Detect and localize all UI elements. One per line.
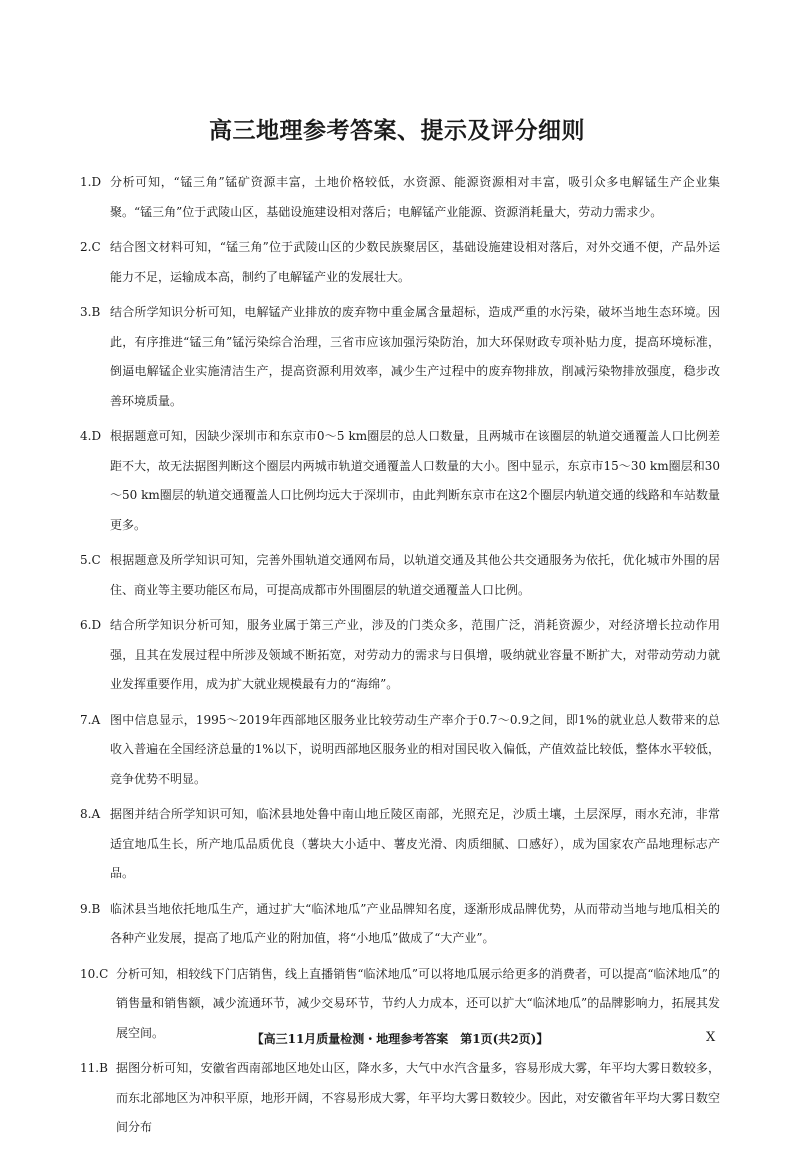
page-footer: 【高三11月质量检测・地理参考答案 第1页(共2页)】	[251, 1032, 549, 1046]
answer-explanation: 根据题意可知，因缺少深圳市和东京市0～5 km圈层的总人口数量，且两城市在该圈层的轨道交通覆盖人口比例差距不大，故无法据图判断这个圈层内两城市轨道交通覆盖人口数量的大小。图中显示，东京市15～30 km圈层和30～50 km圈层的轨道交通覆盖人口比例均远大于深圳市，由此判断东京市在这2个圈层内轨道交通的线路和车站数量更多。	[110, 429, 720, 532]
answer-item-8	[80, 800, 720, 889]
answer-explanation: 分析可知，“锰三角”锰矿资源丰富，土地价格较低，水资源、能源资源相对丰富，吸引众多电解锰生产企业集聚。“锰三角”位于武陵山区，基础设施建设相对落后；电解锰产业能源、资源消耗量大，劳动力需求少。	[110, 175, 720, 219]
page-title: 高三地理参考答案、提示及评分细则	[209, 118, 585, 144]
answer-explanation: 分析可知，相较线下门店销售，线上直播销售“临沭地瓜”可以将地瓜展示给更多的消费者，可以提高“临沭地瓜”的销售量和销售额，减少流通环节，减少交易环节，节约人力成本，还可以扩大“临沭地瓜”的品牌影响力，拓展其发展空间。	[116, 966, 720, 1040]
answer-number: 11.B	[80, 1061, 108, 1075]
answer-item-1	[80, 168, 720, 227]
answer-number: 8.A	[80, 807, 101, 821]
answer-explanation: 据图分析可知，安徽省西南部地区地处山区，降水多，大气中水汽含量多，容易形成大雾，年平均大雾日数较多，而东北部地区为冲积平原，地形开阔，不容易形成大雾，年平均大雾日数较少。因此，对安徽省年平均大雾日数空间分布	[116, 1061, 720, 1134]
answer-explanation: 根据题意及所学知识可知，完善外围轨道交通网布局，以轨道交通及其他公共交通服务为依托，优化城市外围的居住、商业等主要功能区布局，可提高成都市外围圈层的轨道交通覆盖人口比例。	[110, 553, 720, 597]
answer-explanation: 临沭县当地依托地瓜生产，通过扩大“临沭地瓜”产业品牌知名度，逐渐形成品牌优势，从而带动当地与地瓜相关的各种产业发展，提高了地瓜产业的附加值，将“小地瓜”做成了“大产业”。	[110, 901, 720, 945]
answer-list	[80, 168, 720, 1149]
answer-item-5	[80, 546, 720, 605]
answer-number: 4.D	[80, 429, 102, 443]
answer-explanation: 据图并结合所学知识可知，临沭县地处鲁中南山地丘陵区南部，光照充足，沙质土壤，土层深厚，雨水充沛，非常适宜地瓜生长，所产地瓜品质优良（薯块大小适中、薯皮光滑、肉质细腻、口感好），成为国家农产品地理标志产品。	[110, 807, 720, 880]
footer-mark: X	[706, 1030, 716, 1045]
answer-explanation: 结合所学知识分析可知，服务业属于第三产业，涉及的门类众多，范围广泛，消耗资源少，对经济增长拉动作用强，且其在发展过程中所涉及领域不断拓宽，对劳动力的需求与日俱增，吸纳就业容量不断扩大，对带动劳动力就业发挥重要作用，成为扩大就业规模最有力的“海绵”。	[110, 618, 720, 691]
answer-item-4	[80, 422, 720, 540]
answer-number: 5.C	[80, 553, 101, 567]
answer-item-6	[80, 611, 720, 700]
answer-number: 7.A	[80, 712, 101, 727]
answer-number: 2.C	[80, 240, 101, 254]
answer-number: 3.B	[80, 305, 101, 319]
answer-explanation: 图中信息显示，1995～2019年西部地区服务业比较劳动生产率介于0.7～0.9之间，即1%的就业总人数带来的总收入普遍在全国经济总量的1%以下，说明西部地区服务业的相对国民收入偏低，产值效益比较低，整体水平较低，竞争优势不明显。	[110, 712, 720, 786]
answer-number: 6.D	[80, 618, 102, 632]
answer-number: 1.D	[80, 175, 102, 189]
answer-explanation: 结合所学知识分析可知，电解锰产业排放的废弃物中重金属含量超标，造成严重的水污染，破坏当地生态环境。因此，有序推进“锰三角”锰污染综合治理，三省市应该加强污染防治，加大环保财政专项补贴力度，提高环境标准，倒逼电解锰企业实施清洁生产，提高资源利用效率，减少生产过程中的废弃物排放，削减污染物排放强度，稳步改善环境质量。	[110, 305, 720, 408]
answer-number: 10.C	[80, 966, 109, 981]
answer-item-3	[80, 298, 720, 416]
answer-item-9	[80, 895, 720, 954]
answer-item-11	[80, 1054, 720, 1143]
answer-explanation: 结合图文材料可知，“锰三角”位于武陵山区的少数民族聚居区，基础设施建设相对落后，对外交通不便，产品外运能力不足，运输成本高，制约了电解锰产业的发展壮大。	[110, 240, 720, 284]
answer-item-2	[80, 233, 720, 292]
answer-item-7	[80, 706, 720, 795]
answer-number: 9.B	[80, 901, 101, 916]
